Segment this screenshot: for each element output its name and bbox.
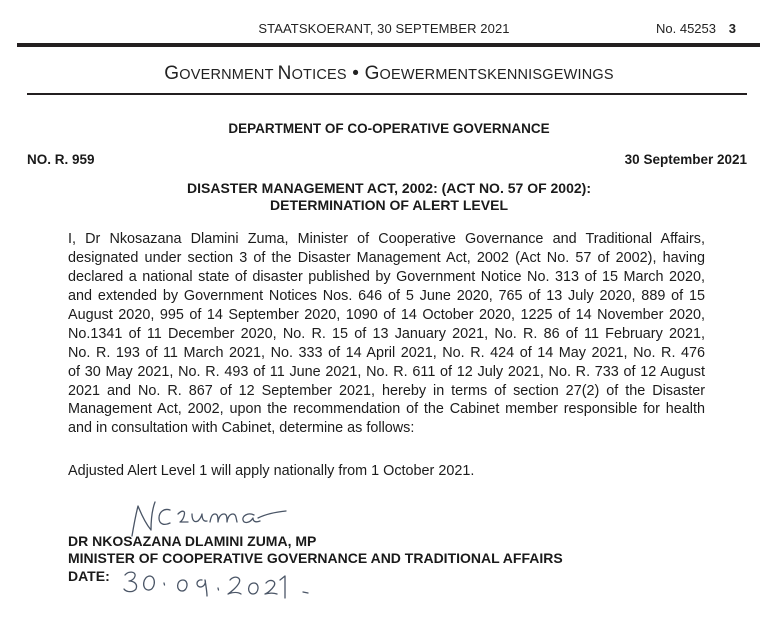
body-line: August 2020, 995 of 14 September 2020, 1090 of 14 October 2020, 1225 of 14 November 2020, bbox=[68, 306, 705, 323]
body-line: designated under section 3 of the Disaster Management Act, 2002 (Act No. 57 of 2002), having bbox=[68, 249, 705, 266]
heading-rest-otices: OTICES bbox=[291, 67, 347, 83]
body-line: No.1341 of 11 December 2020, No. R. 15 of 13 January 2021, No. R. 86 of 11 February 2021, bbox=[68, 325, 705, 342]
signatory-title: MINISTER OF COOPERATIVE GOVERNANCE AND TRADITIONAL AFFAIRS bbox=[68, 550, 563, 566]
handwritten-signature-icon bbox=[118, 494, 308, 538]
section-rule bbox=[27, 93, 747, 95]
signatory-name: DR NKOSAZANA DLAMINI ZUMA, MP bbox=[68, 533, 317, 549]
body-line: declared a national state of disaster published by Government Notice No. 313 of 15 March 2020, bbox=[68, 268, 705, 285]
heading-rest-af: OEWERMENTSKENNISGEWINGS bbox=[379, 67, 614, 83]
header-rule bbox=[17, 43, 760, 47]
section-heading bbox=[0, 63, 778, 85]
body-line: No. R. 193 of 11 March 2021, No. 333 of 14 April 2021, No. R. 424 of 14 May 2021, No. R. 476 bbox=[68, 344, 705, 361]
department-name: DEPARTMENT OF CO-OPERATIVE GOVERNANCE bbox=[228, 121, 550, 136]
act-title bbox=[0, 180, 778, 213]
heading-initial-n: N bbox=[277, 63, 292, 84]
body-line: and extended by Government Notices Nos. 646 of 5 June 2020, 765 of 13 July 2020, 889 of 15 bbox=[68, 287, 705, 304]
notice-number: NO. R. 959 bbox=[27, 152, 95, 167]
gazette-number: No. 45253 bbox=[656, 21, 716, 36]
heading-initial-g-af: G bbox=[364, 63, 380, 84]
act-title-line-1: DISASTER MANAGEMENT ACT, 2002: (ACT NO. 57 OF 2002): bbox=[187, 180, 591, 196]
heading-rest-overnment: OVERNMENT bbox=[179, 67, 278, 83]
body-line: 2021 and No. R. 867 of 12 September 2021, hereby in terms of section 27(2) of the Disaster bbox=[68, 382, 705, 399]
body-line: of 30 May 2021, No. R. 493 of 11 June 2021, No. R. 611 of 12 July 2021, No. R. 733 of 12 August bbox=[68, 363, 705, 380]
body-line: and in consultation with Cabinet, determine as follows: bbox=[68, 420, 415, 437]
page-number: 3 bbox=[728, 21, 736, 36]
gazette-title-text: STAATSKOERANT, 30 SEPTEMBER 2021 bbox=[258, 21, 510, 36]
body-line: Management Act, 2002, upon the recommendation of the Cabinet member responsible for health bbox=[68, 401, 705, 418]
act-title-line-2: DETERMINATION OF ALERT LEVEL bbox=[270, 196, 508, 213]
body-line: I, Dr Nkosazana Dlamini Zuma, Minister of Cooperative Governance and Traditional Affairs, bbox=[68, 231, 705, 247]
notice-body-paragraph bbox=[68, 230, 705, 438]
notice-date: 30 September 2021 bbox=[624, 152, 747, 167]
heading-bullet: • bbox=[346, 63, 365, 84]
date-label: DATE: bbox=[68, 568, 110, 584]
heading-initial-g: G bbox=[164, 63, 180, 84]
handwritten-date-icon bbox=[120, 562, 340, 602]
alert-level-statement: Adjusted Alert Level 1 will apply nationally from 1 October 2021. bbox=[68, 463, 475, 479]
